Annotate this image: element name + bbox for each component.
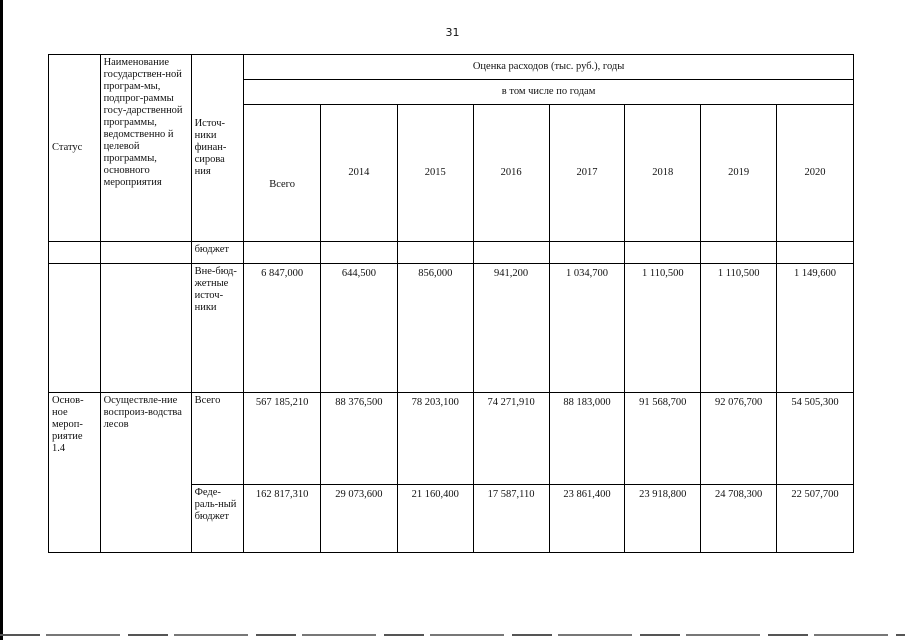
cell-empty	[100, 242, 191, 264]
cell-empty	[473, 242, 549, 264]
source-label: Феде-раль-ный бюджет	[191, 485, 244, 553]
value-cell: 74 271,910	[473, 393, 549, 485]
extrabudget-row	[49, 264, 854, 393]
cell-empty	[49, 242, 101, 264]
cell-empty	[625, 242, 701, 264]
value-cell: 23 918,800	[625, 485, 701, 553]
value-cell: 22 507,700	[777, 485, 854, 553]
source-label: бюджет	[191, 242, 244, 264]
value-cell: 88 376,500	[321, 393, 398, 485]
value-cell: 92 076,700	[701, 393, 777, 485]
value-cell: 644,500	[321, 264, 398, 393]
header-year: 2018	[625, 105, 701, 242]
value-cell: 88 183,000	[549, 393, 625, 485]
cell-empty	[397, 242, 473, 264]
measure-total-row	[49, 393, 854, 485]
measure-name: Осуществле-ние воспроиз-водства лесов	[100, 393, 191, 553]
value-cell: 24 708,300	[701, 485, 777, 553]
cell-empty	[321, 242, 398, 264]
value-cell: 1 034,700	[549, 264, 625, 393]
header-status: Статус	[49, 55, 101, 242]
value-cell: 1 110,500	[625, 264, 701, 393]
value-cell: 54 505,300	[777, 393, 854, 485]
page-number: 31	[445, 26, 460, 39]
expenses-table	[48, 54, 854, 553]
header-year: 2015	[397, 105, 473, 242]
header-year: 2014	[321, 105, 398, 242]
value-cell: 29 073,600	[321, 485, 398, 553]
source-label: Всего	[191, 393, 244, 485]
budget-row	[49, 242, 854, 264]
header-year: 2016	[473, 105, 549, 242]
header-name: Наименование государствен-ной програм-мы, подпрог-раммы госу-дарственной программы, ведомственно й целевой программы, основного мероприятия	[100, 55, 191, 242]
value-cell: 941,200	[473, 264, 549, 393]
cell-empty	[701, 242, 777, 264]
value-cell: 162 817,310	[244, 485, 321, 553]
header-expenses-title: Оценка расходов (тыс. руб.), годы	[244, 55, 854, 80]
cell-empty	[777, 242, 854, 264]
cell-empty	[100, 264, 191, 393]
cell-empty	[549, 242, 625, 264]
value-cell: 6 847,000	[244, 264, 321, 393]
header-source: Источ-ники финан-сирова ния	[191, 55, 244, 242]
value-cell: 23 861,400	[549, 485, 625, 553]
cell-empty	[244, 242, 321, 264]
header-by-years: в том числе по годам	[244, 80, 854, 105]
header-year: 2019	[701, 105, 777, 242]
page-edge-bottom	[0, 634, 905, 636]
cell-empty	[49, 264, 101, 393]
page-edge-left	[0, 0, 3, 640]
value-cell: 91 568,700	[625, 393, 701, 485]
header-total: Всего	[244, 105, 321, 242]
value-cell: 17 587,110	[473, 485, 549, 553]
value-cell: 78 203,100	[397, 393, 473, 485]
source-label: Вне-бюд-жетные источ-ники	[191, 264, 244, 393]
header-row-1	[49, 55, 854, 80]
header-year: 2020	[777, 105, 854, 242]
value-cell: 1 149,600	[777, 264, 854, 393]
value-cell: 21 160,400	[397, 485, 473, 553]
header-year: 2017	[549, 105, 625, 242]
value-cell: 1 110,500	[701, 264, 777, 393]
measure-status: Основ-ное мероп-риятие 1.4	[49, 393, 101, 553]
value-cell: 567 185,210	[244, 393, 321, 485]
value-cell: 856,000	[397, 264, 473, 393]
